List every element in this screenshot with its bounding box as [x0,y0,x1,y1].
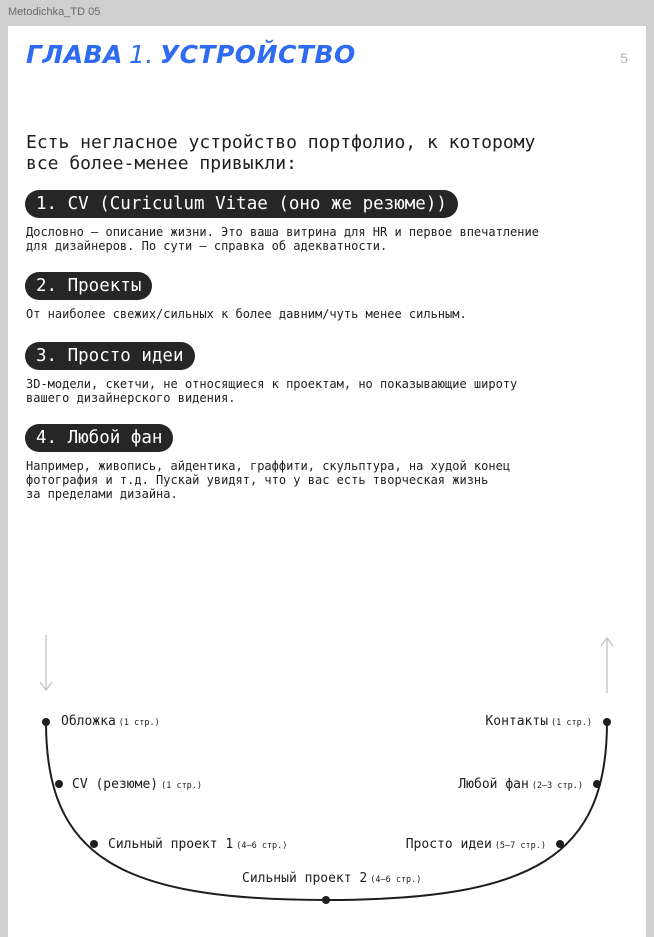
diagram-label-project-1 [108,837,287,852]
section-text-ideas: 3D-модели, скетчи, не относящиеся к проектам, но показывающие широту вашего дизайнерского видения. [26,377,518,405]
intro-text: Есть негласное устройство портфолио, к которому все более-менее привыкли: [26,132,536,174]
label-text: Сильный проект 2 [242,871,368,886]
chapter-title: УСТРОЙСТВО [159,40,356,69]
section-title-ideas: 3. Просто идеи [25,342,195,370]
path-point-contacts [603,718,611,726]
label-pages: (2–3 стр.) [531,781,583,791]
path-point-cover [42,718,50,726]
label-text: Любой фан [458,777,529,792]
section-title-projects: 2. Проекты [25,272,152,300]
arrow-down-icon [40,635,52,690]
page-number: 5 [620,50,628,66]
section-text-fun: Например, живопись, айдентика, граффити, скульптура, на худой конец фотография и т.д. Пускай увидят, что у вас есть творческая жизнь за пределами дизайна. [26,459,511,501]
diagram-label-cv [72,777,202,792]
label-text: Обложка [61,714,116,729]
section-title-cv: 1. CV (Curiculum Vitae (оно же резюме)) [25,190,458,218]
portfolio-structure-diagram [8,26,646,937]
label-text: CV (резюме) [72,777,159,792]
section-title-fun: 4. Любой фан [25,424,173,452]
label-text: Сильный проект 1 [108,837,234,852]
label-pages: (4–6 стр.) [370,875,422,885]
section-text-projects: От наиболее свежих/сильных к более давним/чуть менее сильным. [26,307,467,321]
label-text: Контакты [485,714,549,729]
document-page [8,26,646,937]
diagram-label-project-2 [242,871,421,886]
path-point-cv [55,780,63,788]
section-text-cv: Дословно – описание жизни. Это ваша витрина для HR и первое впечатление для дизайнеров. По сути — справка об адекватности. [26,225,539,253]
label-pages: (5–7 стр.) [494,841,546,851]
label-pages: (1 стр.) [118,718,160,728]
frame-label: Metodichka_TD 05 [8,6,101,18]
path-point-project-1 [90,840,98,848]
path-point-fun [593,780,601,788]
label-text: Просто идеи [405,837,492,852]
chapter-number: 1. [128,40,154,69]
label-pages: (1 стр.) [161,781,203,791]
label-pages: (4–6 стр.) [236,841,288,851]
diagram-label-cover [61,714,160,729]
arrow-up-icon [601,638,613,693]
diagram-label-ideas [406,837,546,852]
diagram-label-contacts [485,714,592,729]
path-point-project-2 [322,896,330,904]
path-point-ideas [556,840,564,848]
chapter-word: ГЛАВА [26,40,123,69]
diagram-label-fun [458,777,583,792]
label-pages: (1 стр.) [551,718,592,728]
